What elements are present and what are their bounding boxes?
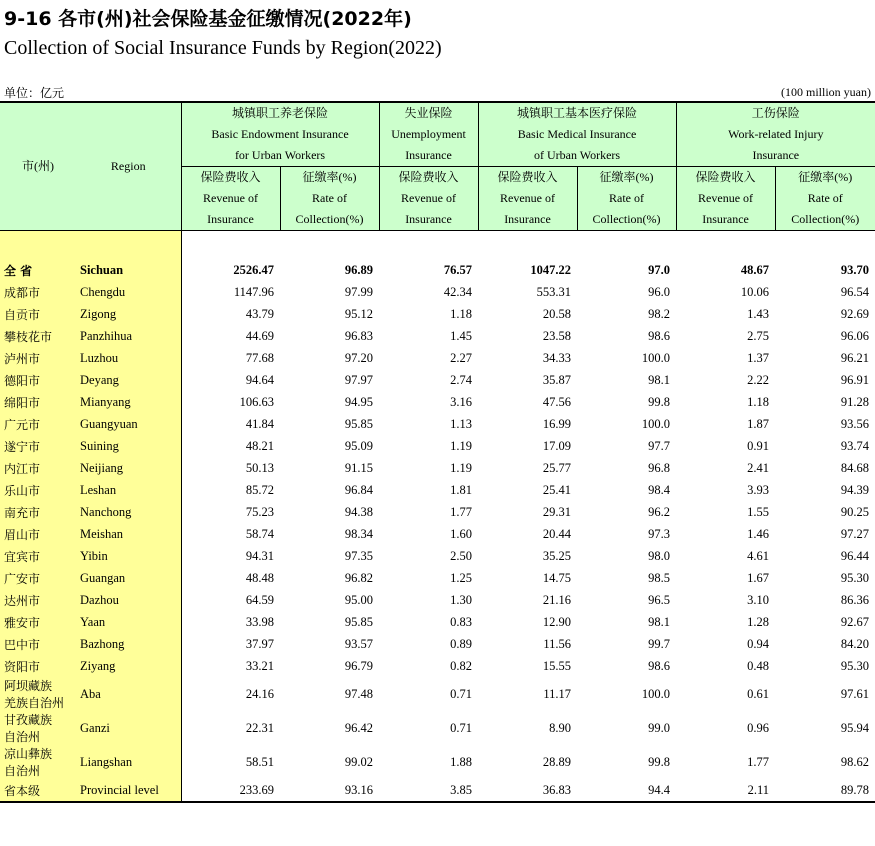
injury-rate-cell: 94.39	[840, 483, 870, 497]
city-cn-line1: 甘孜藏族	[4, 712, 53, 727]
city-cn-cell: 宜宾市	[0, 546, 76, 568]
medical-revenue-cell: 14.75	[542, 571, 572, 585]
endowment-rate-cell: 91.15	[344, 461, 374, 475]
medical-revenue-cell: 17.09	[542, 439, 572, 453]
city-cn-line2: 自治州	[4, 729, 41, 744]
region-en-cell: Meishan	[76, 524, 181, 546]
group-medical-en1: Basic Medical Insurance	[478, 124, 676, 145]
medical-revenue-cell: 553.31	[536, 285, 572, 299]
region-en-cell: Aba	[76, 678, 181, 712]
endowment-revenue-cell: 94.64	[245, 373, 274, 387]
injury-revenue-cell: 0.48	[747, 659, 770, 673]
medical-rate-cell: 100.0	[641, 351, 671, 365]
region-en-cell: Guangan	[76, 568, 181, 590]
injury-rate-cell: 92.67	[840, 615, 870, 629]
region-en-cell: Ziyang	[76, 656, 181, 678]
region-en-cell: Suining	[76, 436, 181, 458]
injury-revenue-cell: 1.37	[747, 351, 770, 365]
table-row	[0, 568, 875, 590]
endowment-rate-cell: 98.34	[344, 527, 374, 541]
sub-rev-en1: Revenue of	[379, 188, 478, 209]
endowment-revenue-cell: 75.23	[245, 505, 274, 519]
endowment-revenue-cell: 106.63	[239, 395, 274, 409]
city-cn-cell: 雅安市	[0, 612, 76, 634]
injury-revenue-cell: 0.91	[747, 439, 770, 453]
unemployment-revenue-cell: 0.71	[450, 721, 473, 735]
city-cn-line2: 自治州	[4, 763, 41, 778]
sub-rev-en2: Insurance	[379, 209, 478, 230]
endowment-rate-cell: 93.16	[280, 780, 379, 802]
table-row	[0, 414, 875, 436]
group-injury-en1: Work-related Injury	[676, 124, 875, 145]
city-cn-cell	[0, 678, 76, 712]
injury-rate-cell: 98.62	[840, 755, 870, 769]
endowment-rate-cell: 97.99	[344, 285, 374, 299]
medical-revenue-cell: 8.90	[549, 721, 572, 735]
unit-label-en: (100 million yuan)	[781, 85, 871, 99]
header-city-cn: 市(州)	[0, 102, 76, 230]
endowment-revenue-cell: 2526.47	[233, 263, 274, 277]
medical-rate-cell: 96.8	[648, 461, 671, 475]
medical-rate-cell: 96.2	[648, 505, 671, 519]
sub-rate-en2: Collection(%)	[280, 209, 379, 230]
region-en-cell: Yibin	[76, 546, 181, 568]
sub-rate-en1: Rate of	[775, 188, 875, 209]
injury-rate-cell: 93.56	[840, 417, 870, 431]
injury-revenue-cell: 3.10	[747, 593, 770, 607]
sub-rev-en2: Insurance	[478, 209, 577, 230]
medical-revenue-cell: 36.83	[478, 780, 577, 802]
unemployment-revenue-cell: 0.82	[450, 659, 473, 673]
medical-rate-cell: 99.0	[648, 721, 671, 735]
medical-revenue-cell: 29.31	[542, 505, 572, 519]
medical-rate-cell: 97.3	[648, 527, 671, 541]
city-cn-cell: 全 省	[0, 260, 76, 282]
medical-revenue-cell: 21.16	[542, 593, 572, 607]
medical-rate-cell: 100.0	[641, 687, 671, 701]
city-cn-cell: 攀枝花市	[0, 326, 76, 348]
city-cn-cell: 省本级	[0, 780, 76, 802]
endowment-revenue-cell: 77.68	[245, 351, 274, 365]
unemployment-revenue-cell: 1.25	[450, 571, 473, 585]
endowment-revenue-cell: 1147.96	[233, 285, 274, 299]
endowment-rate-cell: 97.35	[344, 549, 374, 563]
medical-revenue-cell: 11.17	[543, 687, 572, 701]
city-cn-cell: 眉山市	[0, 524, 76, 546]
city-cn-cell: 广元市	[0, 414, 76, 436]
medical-revenue-cell: 28.89	[542, 755, 572, 769]
medical-rate-cell: 97.7	[648, 439, 671, 453]
city-cn-cell: 广安市	[0, 568, 76, 590]
medical-rate-cell: 96.5	[648, 593, 671, 607]
endowment-revenue-cell: 44.69	[245, 329, 274, 343]
medical-rate-cell: 99.7	[648, 637, 671, 651]
injury-revenue-cell: 1.46	[747, 527, 770, 541]
group-unemployment-en1: Unemployment	[379, 124, 478, 145]
region-en-cell: Luzhou	[76, 348, 181, 370]
endowment-revenue-cell: 22.31	[245, 721, 274, 735]
city-cn-cell	[0, 746, 76, 780]
medical-revenue-cell: 25.77	[542, 461, 572, 475]
injury-rate-cell: 89.78	[775, 780, 875, 802]
table-row	[0, 746, 875, 780]
injury-rate-cell: 96.54	[840, 285, 870, 299]
endowment-rate-cell: 96.42	[344, 721, 374, 735]
city-cn-cell: 自贡市	[0, 304, 76, 326]
sub-rate-cn: 征缴率(%)	[280, 167, 379, 189]
endowment-rate-cell: 96.79	[344, 659, 374, 673]
unemployment-revenue-cell: 0.71	[450, 687, 473, 701]
injury-rate-cell: 96.91	[840, 373, 870, 387]
region-en-cell: Liangshan	[76, 746, 181, 780]
group-injury-cn: 工伤保险	[676, 102, 875, 124]
sub-rate-en2: Collection(%)	[577, 209, 676, 230]
injury-rate-cell: 95.30	[840, 659, 870, 673]
region-en-cell: Chengdu	[76, 282, 181, 304]
sub-rev-en2: Insurance	[181, 209, 280, 230]
medical-revenue-cell: 15.55	[542, 659, 572, 673]
sub-rev-en2: Insurance	[676, 209, 775, 230]
injury-rate-cell: 84.68	[840, 461, 870, 475]
sub-rate-cn: 征缴率(%)	[775, 167, 875, 189]
endowment-revenue-cell: 50.13	[245, 461, 274, 475]
medical-rate-cell: 96.0	[648, 285, 671, 299]
injury-revenue-cell: 1.43	[747, 307, 770, 321]
unemployment-revenue-cell: 2.74	[450, 373, 473, 387]
table-row	[0, 458, 875, 480]
city-cn-cell: 南充市	[0, 502, 76, 524]
endowment-rate-cell: 97.48	[344, 687, 374, 701]
table-row	[0, 392, 875, 414]
region-en-cell: Neijiang	[76, 458, 181, 480]
table-row	[0, 370, 875, 392]
injury-revenue-cell: 2.75	[747, 329, 770, 343]
medical-rate-cell: 98.6	[648, 329, 671, 343]
group-unemployment-cn: 失业保险	[379, 102, 478, 124]
table-row	[0, 590, 875, 612]
table-row	[0, 780, 875, 802]
medical-revenue-cell: 35.25	[542, 549, 572, 563]
unemployment-revenue-cell: 0.89	[450, 637, 473, 651]
group-unemployment-en2: Insurance	[379, 145, 478, 167]
unemployment-revenue-cell: 1.45	[450, 329, 473, 343]
region-en-cell: Nanchong	[76, 502, 181, 524]
region-en-cell: Guangyuan	[76, 414, 181, 436]
medical-rate-cell: 97.0	[648, 263, 671, 277]
endowment-revenue-cell: 33.21	[245, 659, 274, 673]
medical-revenue-cell: 20.58	[542, 307, 572, 321]
table-row	[0, 480, 875, 502]
unemployment-revenue-cell: 1.30	[450, 593, 473, 607]
injury-revenue-cell: 3.93	[747, 483, 770, 497]
city-cn-cell: 泸州市	[0, 348, 76, 370]
endowment-revenue-cell: 41.84	[245, 417, 274, 431]
medical-revenue-cell: 11.56	[543, 637, 572, 651]
medical-rate-cell: 100.0	[641, 417, 671, 431]
medical-rate-cell: 99.8	[648, 395, 671, 409]
unemployment-revenue-cell: 1.77	[450, 505, 473, 519]
injury-revenue-cell: 1.67	[747, 571, 770, 585]
unemployment-revenue-cell: 2.27	[450, 351, 473, 365]
region-en-cell: Deyang	[76, 370, 181, 392]
table-row	[0, 260, 875, 282]
insurance-table	[0, 101, 875, 803]
city-cn-cell: 德阳市	[0, 370, 76, 392]
medical-rate-cell: 98.4	[648, 483, 671, 497]
endowment-revenue-cell: 48.48	[245, 571, 274, 585]
unemployment-revenue-cell: 1.18	[450, 307, 473, 321]
medical-rate-cell: 99.8	[648, 755, 671, 769]
unemployment-revenue-cell: 3.16	[450, 395, 473, 409]
endowment-rate-cell: 95.85	[344, 417, 374, 431]
endowment-revenue-cell: 43.79	[245, 307, 274, 321]
city-cn-line2: 羌族自治州	[4, 695, 65, 710]
sub-rate-en1: Rate of	[577, 188, 676, 209]
sub-rev-en1: Revenue of	[676, 188, 775, 209]
injury-rate-cell: 96.21	[840, 351, 870, 365]
region-en-cell: Ganzi	[76, 712, 181, 746]
injury-revenue-cell: 1.55	[747, 505, 770, 519]
injury-revenue-cell: 0.94	[747, 637, 770, 651]
unemployment-revenue-cell: 2.50	[450, 549, 473, 563]
sub-rev-cn: 保险费收入	[676, 167, 775, 189]
injury-revenue-cell: 48.67	[740, 263, 770, 277]
city-cn-cell: 遂宁市	[0, 436, 76, 458]
medical-rate-cell: 94.4	[577, 780, 676, 802]
endowment-rate-cell: 96.89	[344, 263, 374, 277]
endowment-rate-cell: 97.97	[344, 373, 374, 387]
injury-rate-cell: 86.36	[840, 593, 870, 607]
region-en-cell: Panzhihua	[76, 326, 181, 348]
endowment-revenue-cell: 24.16	[245, 687, 274, 701]
region-en-cell: Leshan	[76, 480, 181, 502]
unemployment-revenue-cell: 0.83	[450, 615, 473, 629]
spacer-row	[0, 231, 875, 260]
sub-rev-cn: 保险费收入	[379, 167, 478, 189]
endowment-rate-cell: 99.02	[344, 755, 374, 769]
medical-revenue-cell: 35.87	[542, 373, 572, 387]
injury-rate-cell: 93.70	[840, 263, 870, 277]
medical-rate-cell: 98.2	[648, 307, 671, 321]
endowment-rate-cell: 96.82	[344, 571, 374, 585]
sub-rev-cn: 保险费收入	[478, 167, 577, 189]
unemployment-revenue-cell: 76.57	[443, 263, 473, 277]
unemployment-revenue-cell: 42.34	[443, 285, 473, 299]
injury-revenue-cell: 10.06	[740, 285, 770, 299]
unemployment-revenue-cell: 3.85	[379, 780, 478, 802]
unit-label-cn: 单位：亿元	[4, 86, 65, 100]
endowment-rate-cell: 94.38	[344, 505, 374, 519]
header-region-en: Region	[76, 102, 181, 230]
unemployment-revenue-cell: 1.88	[450, 755, 473, 769]
group-medical-cn: 城镇职工基本医疗保险	[478, 102, 676, 124]
medical-rate-cell: 98.0	[648, 549, 671, 563]
unemployment-revenue-cell: 1.19	[450, 461, 473, 475]
injury-revenue-cell: 0.61	[747, 687, 770, 701]
injury-rate-cell: 97.27	[840, 527, 870, 541]
injury-revenue-cell: 2.11	[676, 780, 775, 802]
endowment-rate-cell: 95.00	[344, 593, 374, 607]
endowment-revenue-cell: 58.51	[245, 755, 274, 769]
unemployment-revenue-cell: 1.13	[450, 417, 473, 431]
table-row	[0, 612, 875, 634]
group-medical-en2: of Urban Workers	[478, 145, 676, 167]
region-en-cell: Sichuan	[76, 260, 181, 282]
endowment-rate-cell: 95.85	[344, 615, 374, 629]
city-cn-cell: 资阳市	[0, 656, 76, 678]
group-endowment-cn: 城镇职工养老保险	[181, 102, 379, 124]
table-row	[0, 436, 875, 458]
city-cn-cell: 达州市	[0, 590, 76, 612]
endowment-rate-cell: 95.12	[344, 307, 374, 321]
sub-rate-cn: 征缴率(%)	[577, 167, 676, 189]
unemployment-revenue-cell: 1.81	[450, 483, 473, 497]
group-injury-en2: Insurance	[676, 145, 875, 167]
sub-rev-en1: Revenue of	[478, 188, 577, 209]
unemployment-revenue-cell: 1.19	[450, 439, 473, 453]
sub-rate-en1: Rate of	[280, 188, 379, 209]
injury-rate-cell: 91.28	[840, 395, 870, 409]
injury-rate-cell: 93.74	[840, 439, 870, 453]
medical-revenue-cell: 47.56	[542, 395, 572, 409]
injury-revenue-cell: 2.22	[747, 373, 770, 387]
table-row	[0, 304, 875, 326]
injury-revenue-cell: 0.96	[747, 721, 770, 735]
endowment-revenue-cell: 64.59	[245, 593, 274, 607]
medical-rate-cell: 98.6	[648, 659, 671, 673]
injury-revenue-cell: 1.87	[747, 417, 770, 431]
medical-revenue-cell: 25.41	[542, 483, 572, 497]
region-en-cell: Provincial level	[76, 780, 181, 802]
table-row	[0, 326, 875, 348]
medical-revenue-cell: 12.90	[542, 615, 572, 629]
table-row	[0, 282, 875, 304]
medical-revenue-cell: 20.44	[542, 527, 572, 541]
city-cn-cell: 成都市	[0, 282, 76, 304]
endowment-rate-cell: 94.95	[344, 395, 374, 409]
endowment-rate-cell: 97.20	[344, 351, 374, 365]
table-row	[0, 656, 875, 678]
endowment-revenue-cell: 233.69	[181, 780, 280, 802]
city-cn-cell	[0, 712, 76, 746]
medical-rate-cell: 98.1	[648, 373, 671, 387]
region-en-cell: Yaan	[76, 612, 181, 634]
injury-rate-cell: 90.25	[840, 505, 870, 519]
endowment-revenue-cell: 94.31	[245, 549, 274, 563]
medical-rate-cell: 98.5	[648, 571, 671, 585]
city-cn-cell: 绵阳市	[0, 392, 76, 414]
injury-rate-cell: 95.94	[840, 721, 870, 735]
sub-rev-en1: Revenue of	[181, 188, 280, 209]
endowment-revenue-cell: 48.21	[245, 439, 274, 453]
injury-revenue-cell: 1.18	[747, 395, 770, 409]
medical-revenue-cell: 1047.22	[530, 263, 572, 277]
endowment-rate-cell: 96.84	[344, 483, 374, 497]
unemployment-revenue-cell: 1.60	[450, 527, 473, 541]
endowment-revenue-cell: 58.74	[245, 527, 274, 541]
page-title-cn: 9-16 各市(州)社会保险基金征缴情况(2022年)	[4, 8, 412, 30]
medical-revenue-cell: 34.33	[542, 351, 572, 365]
table-row	[0, 502, 875, 524]
page-title-en: Collection of Social Insurance Funds by Region(2022)	[4, 37, 442, 59]
endowment-rate-cell: 93.57	[344, 637, 374, 651]
endowment-revenue-cell: 37.97	[245, 637, 274, 651]
table-row	[0, 524, 875, 546]
sub-rate-en2: Collection(%)	[775, 209, 875, 230]
injury-rate-cell: 96.06	[840, 329, 870, 343]
group-endowment-en2: for Urban Workers	[181, 145, 379, 167]
table-body	[0, 231, 875, 802]
table-row	[0, 712, 875, 746]
injury-rate-cell: 95.30	[840, 571, 870, 585]
injury-revenue-cell: 1.28	[747, 615, 770, 629]
injury-rate-cell: 96.44	[840, 549, 870, 563]
region-en-cell: Zigong	[76, 304, 181, 326]
city-cn-cell: 内江市	[0, 458, 76, 480]
injury-rate-cell: 92.69	[840, 307, 870, 321]
city-cn-line1: 阿坝藏族	[4, 678, 53, 693]
medical-revenue-cell: 23.58	[542, 329, 572, 343]
injury-revenue-cell: 1.77	[747, 755, 770, 769]
region-en-cell: Mianyang	[76, 392, 181, 414]
table-row	[0, 348, 875, 370]
region-en-cell: Bazhong	[76, 634, 181, 656]
endowment-rate-cell: 95.09	[344, 439, 374, 453]
table-row	[0, 634, 875, 656]
injury-rate-cell: 97.61	[840, 687, 870, 701]
group-endowment-en1: Basic Endowment Insurance	[181, 124, 379, 145]
table-row	[0, 546, 875, 568]
sub-rev-cn: 保险费收入	[181, 167, 280, 189]
city-cn-line1: 凉山彝族	[4, 746, 53, 761]
injury-rate-cell: 84.20	[840, 637, 870, 651]
region-en-cell: Dazhou	[76, 590, 181, 612]
endowment-revenue-cell: 33.98	[245, 615, 274, 629]
medical-rate-cell: 98.1	[648, 615, 671, 629]
endowment-revenue-cell: 85.72	[245, 483, 274, 497]
city-cn-cell: 乐山市	[0, 480, 76, 502]
injury-revenue-cell: 2.41	[747, 461, 770, 475]
city-cn-cell: 巴中市	[0, 634, 76, 656]
table-row	[0, 678, 875, 712]
endowment-rate-cell: 96.83	[344, 329, 374, 343]
medical-revenue-cell: 16.99	[542, 417, 572, 431]
injury-revenue-cell: 4.61	[747, 549, 770, 563]
